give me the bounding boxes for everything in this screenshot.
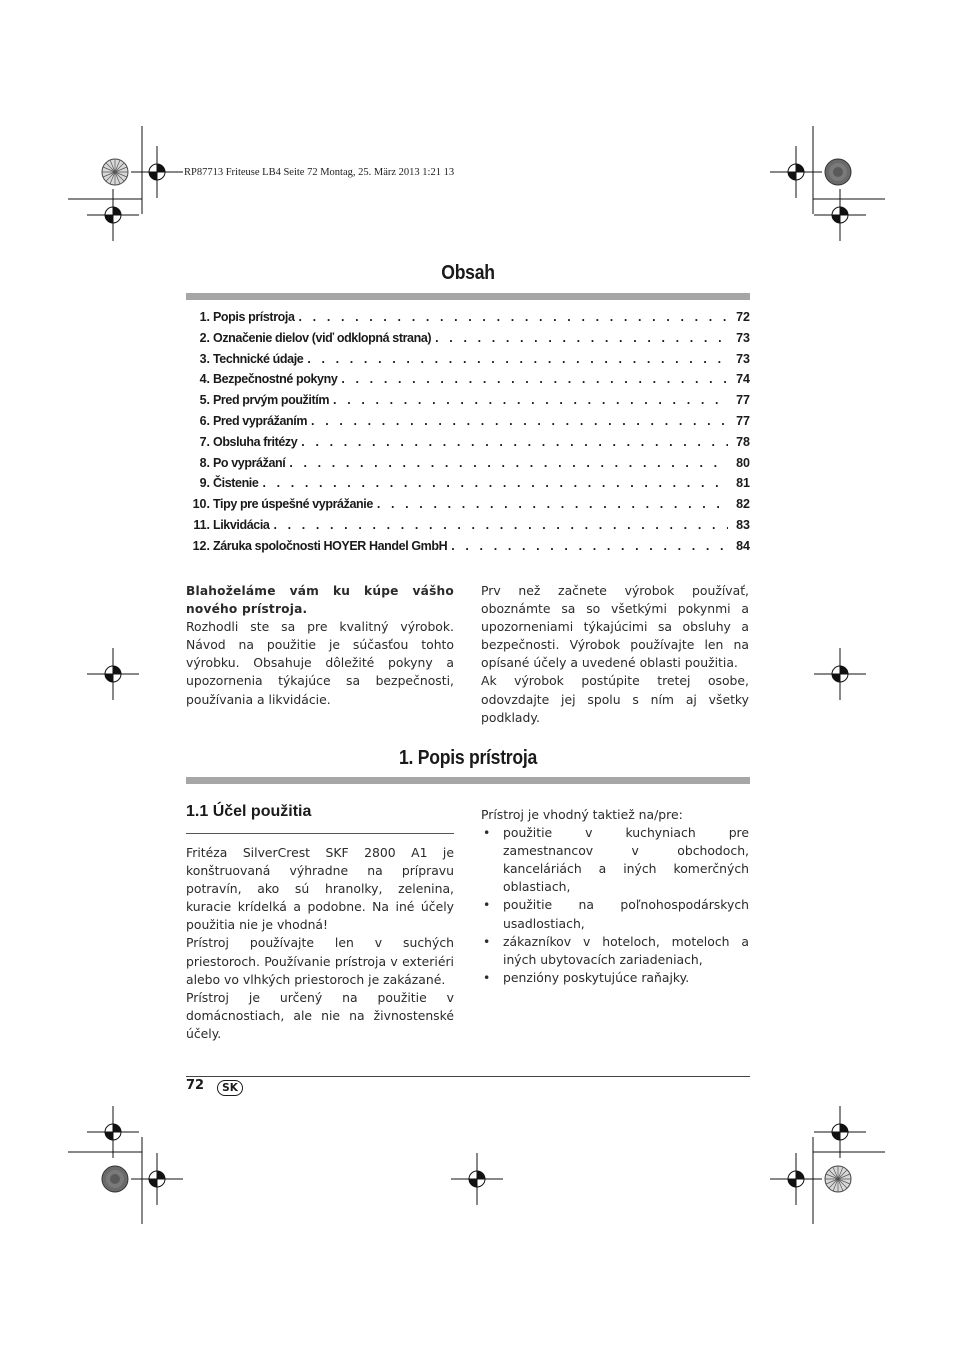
toc-leader-dots: [311, 414, 728, 428]
toc-entry-label: Záruka spoločnosti HOYER Handel GmbH: [213, 538, 448, 553]
list-item: [481, 969, 749, 987]
section-right-column: [481, 806, 749, 987]
purpose-paragraph-2: Prístroj používajte len v suchých priestoroch. Používanie prístroja v exteriéri alebo vo vlhkých priestoroch je zakázané.: [186, 935, 454, 987]
toc-entry-page: 81: [736, 476, 750, 491]
list-item-text: použitie na poľnohospodárskych usadlostiach,: [503, 897, 749, 931]
list-item: [481, 933, 749, 969]
toc-entry: [186, 456, 750, 477]
footer-rule: [186, 1076, 750, 1077]
toc-entry: [186, 539, 750, 560]
toc-entry: [186, 518, 750, 539]
toc-entry-page: 82: [736, 497, 750, 512]
section-left-column: [186, 844, 454, 1043]
toc-entry: [186, 393, 750, 414]
toc-entry-page: 74: [736, 372, 750, 387]
toc-entry-page: 84: [736, 538, 750, 553]
intro-right-p2: Ak výrobok postúpite tretej osobe, odovzdajte jej spolu s ním aj všetky podklady.: [481, 673, 749, 725]
print-slug: RP87713 Friteuse LB4 Seite 72 Montag, 25. März 2013 1:21 13: [184, 167, 455, 178]
toc-entry-page: 73: [736, 330, 750, 345]
toc-entry-label: Likvidácia: [213, 517, 270, 532]
toc-entry-page: 80: [736, 455, 750, 470]
toc-leader-dots: [333, 393, 728, 407]
toc-entry-number: 5.: [199, 393, 210, 408]
toc-entry-number: 2.: [199, 330, 210, 345]
toc-entry-label: Čistenie: [213, 476, 259, 491]
toc-leader-dots: [307, 352, 728, 366]
toc-leader-dots: [262, 476, 728, 490]
toc-title-bar: [186, 293, 750, 300]
toc-entry: [186, 331, 750, 352]
intro-right-column: [481, 582, 749, 727]
list-item-text: použitie v kuchyniach pre zamestnancov v obchodoch, kanceláriách a iných komerčných oblastiach,: [503, 825, 749, 895]
toc-entry-page: 77: [736, 393, 750, 408]
list-item-text: penzióny poskytujúce raňajky.: [503, 969, 690, 985]
toc-entry-label: Tipy pre úspešné vyprážanie: [213, 497, 373, 512]
subsection-rule: [186, 833, 454, 834]
toc-entry-page: 78: [736, 434, 750, 449]
toc-entry: [186, 497, 750, 518]
purpose-paragraph-3: Prístroj je určený na použitie v domácnostiach, ale nie na živnostenské účely.: [186, 989, 454, 1041]
toc-leader-dots: [273, 518, 728, 532]
toc-entry-number: 9.: [199, 476, 210, 491]
toc-entry-number: 6.: [199, 413, 210, 428]
toc-entry-page: 83: [736, 517, 750, 532]
toc-entry: [186, 476, 750, 497]
bullet-icon: •: [483, 933, 491, 949]
toc-leader-dots: [341, 372, 728, 386]
toc-entry: [186, 372, 750, 393]
purpose-paragraph-1: Fritéza SilverCrest SKF 2800 A1 je konštruovaná výhradne na prípravu potravín, ako sú hranolky, zelenina, kuracie krídelká a podobne. Na iné účely použitia nie je vhodná!: [186, 845, 454, 933]
toc-leader-dots: [377, 497, 728, 511]
toc-entry-number: 1.: [199, 310, 210, 324]
intro-left-text: Rozhodli ste sa pre kvalitný výrobok. Návod na použitie je súčasťou tohto výrobku. Obsahuje dôležité pokyny a upozornenia týkajúce sa bezpečnosti, používania a likvidácie.: [186, 619, 454, 707]
toc-entry-label: Obsluha fritézy: [213, 434, 298, 449]
suitable-list: [481, 824, 749, 987]
toc-entry-label: Pred vyprážaním: [213, 413, 308, 428]
toc-entry-label: Označenie dielov (viď odklopná strana): [213, 330, 432, 345]
toc-entry-page: 72: [736, 310, 750, 324]
toc-entry-label: Bezpečnostné pokyny: [213, 372, 338, 387]
section-title: 1. Popis prístroja: [398, 747, 538, 769]
toc-entry-number: 7.: [199, 434, 210, 449]
toc-entry-label: Po vyprážaní: [213, 455, 286, 470]
intro-left-column: [186, 582, 454, 709]
list-item: [481, 824, 749, 896]
section-title-bar: [186, 777, 750, 784]
toc-entry-number: 12.: [192, 538, 210, 553]
toc-entry-page: 77: [736, 413, 750, 428]
toc-leader-dots: [435, 331, 728, 345]
toc-entry: [186, 414, 750, 435]
toc-entry-number: 10.: [192, 497, 210, 512]
country-badge: SK: [217, 1080, 243, 1096]
toc-leader-dots: [299, 310, 728, 324]
toc-leader-dots: [451, 539, 728, 553]
list-item-text: zákazníkov v hoteloch, moteloch a iných ubytovacích zariadeniach,: [503, 933, 749, 967]
table-of-contents: [186, 310, 750, 560]
list-item: [481, 896, 749, 932]
page-number: 72: [186, 1078, 205, 1093]
toc-entry-label: Technické údaje: [213, 351, 304, 366]
toc-entry: [186, 352, 750, 373]
subsection-title: 1.1 Účel použitia: [186, 803, 312, 820]
toc-entry: [186, 310, 750, 331]
toc-entry-page: 73: [736, 351, 750, 366]
intro-right-p1: Prv než začnete výrobok používať, oboznámte sa so všetkými pokynmi a upozorneniami týkajúcimi sa obsluhy a bezpečnosti. Výrobok používajte len na opísané účely a uvedené oblasti použitia.: [481, 583, 749, 671]
suitable-intro: Prístroj je vhodný taktiež na/pre:: [481, 807, 683, 822]
toc-entry: [186, 435, 750, 456]
toc-entry-label: Pred prvým použitím: [213, 393, 330, 408]
toc-entry-label: Popis prístroja: [213, 310, 295, 324]
bullet-icon: •: [483, 969, 491, 985]
toc-leader-dots: [301, 435, 728, 449]
bullet-icon: •: [483, 897, 491, 913]
toc-entry-number: 3.: [199, 351, 210, 366]
toc-leader-dots: [289, 456, 728, 470]
toc-entry-number: 8.: [199, 455, 210, 470]
intro-heading: Blahoželáme vám ku kúpe vášho nového prístroja.: [186, 584, 454, 617]
bullet-icon: •: [483, 825, 491, 841]
toc-entry-number: 4.: [199, 372, 210, 387]
toc-title: Obsah: [441, 262, 495, 284]
toc-entry-number: 11.: [193, 517, 210, 532]
